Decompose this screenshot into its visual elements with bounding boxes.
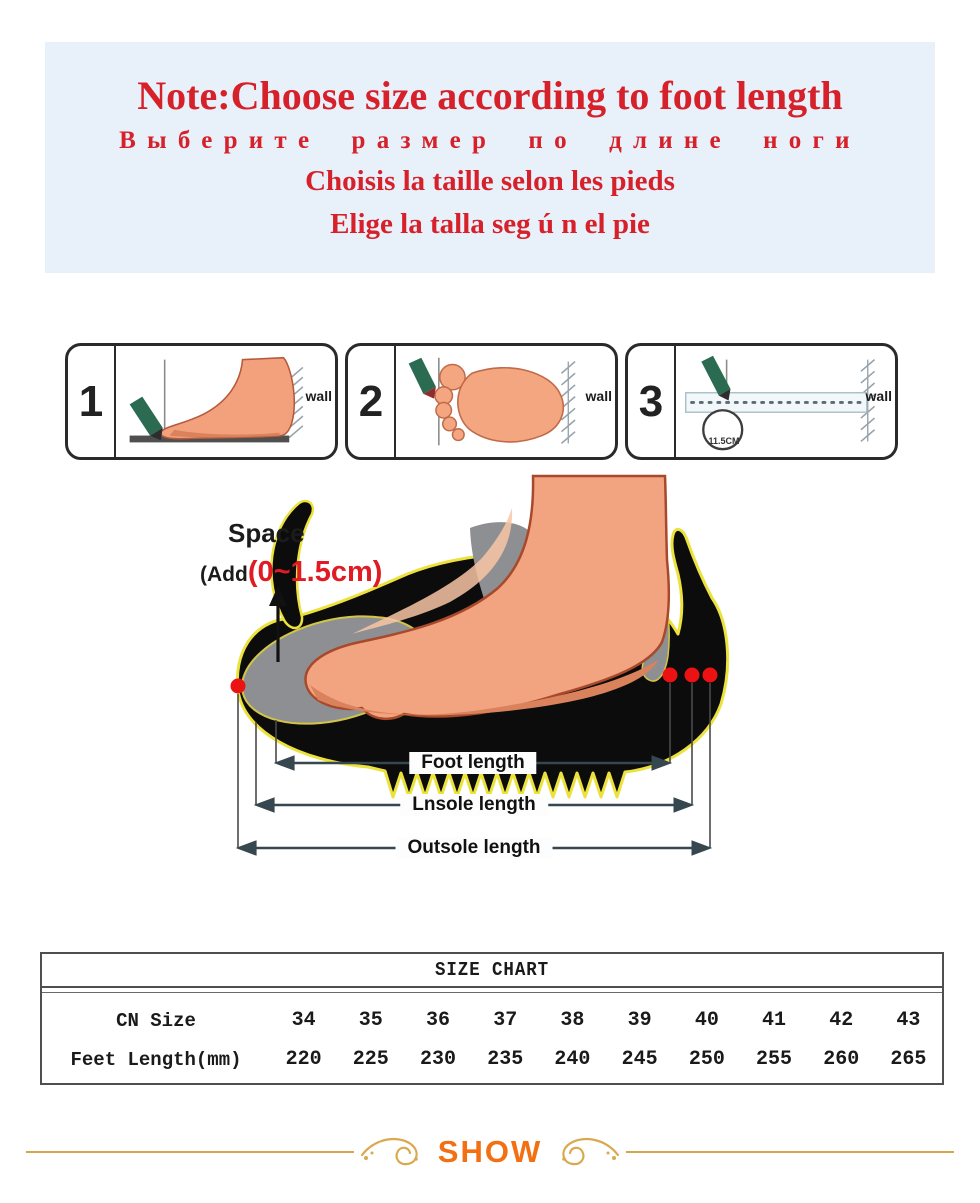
size-chart-title: SIZE CHART: [42, 954, 942, 988]
length-value-cell: 240: [554, 1048, 591, 1071]
length-value-cell: 260: [823, 1048, 860, 1071]
length-value-cell: 230: [420, 1048, 457, 1071]
pencil-icon: [409, 358, 436, 394]
foot-side-view-icon: [116, 346, 335, 457]
length-value-cell: 250: [688, 1048, 725, 1071]
size-value-cell: 36: [426, 1009, 451, 1032]
row-label: CN Size: [116, 1009, 196, 1032]
divider-line-left: [26, 1151, 354, 1154]
size-value-cell: 39: [627, 1009, 652, 1032]
table-row-cn-size: [42, 1001, 942, 1040]
heel-marker-dot: [703, 668, 718, 683]
outsole-length-label: Outsole length: [396, 837, 553, 859]
length-value-cell: 255: [756, 1048, 793, 1071]
heel-marker-dot: [685, 668, 700, 683]
step-box-1: [65, 343, 338, 460]
add-prefix: (Add: [200, 563, 248, 586]
wall-label: wall: [865, 388, 892, 404]
heel-marker-dot: [663, 668, 678, 683]
foot-length-diagram: [150, 470, 830, 890]
foot-shape: [161, 358, 295, 439]
show-label: SHOW: [437, 1134, 543, 1169]
size-value-cell: 37: [493, 1009, 518, 1032]
foot-top-view-icon: [396, 346, 615, 457]
step-number: 2: [348, 346, 396, 457]
size-value-cell: 43: [896, 1009, 921, 1032]
flourish-icon: [358, 1131, 424, 1173]
size-value-cell: 41: [762, 1009, 787, 1032]
length-value-cell: 225: [352, 1048, 389, 1071]
length-value-cell: 245: [621, 1048, 658, 1071]
size-chart-table: [40, 952, 944, 1085]
note-header: [45, 42, 935, 273]
note-title-en: Note:Choose size according to foot length: [137, 72, 843, 118]
step-box-2: [345, 343, 618, 460]
size-value-cell: 38: [560, 1009, 585, 1032]
note-title-ru: Выберите размер по длине ноги: [119, 126, 861, 154]
insole-length-label: Lnsole length: [400, 794, 548, 816]
space-label: Space: [228, 518, 305, 548]
row-label: Feet Length(mm): [70, 1048, 242, 1071]
step-number: 1: [68, 346, 116, 457]
size-value-cell: 42: [829, 1009, 854, 1032]
ruler-value-label: 11.5CM: [708, 436, 740, 446]
flourish-icon: [556, 1131, 622, 1173]
wall-label: wall: [585, 388, 612, 404]
wall-label: wall: [305, 388, 332, 404]
divider-line-right: [626, 1151, 954, 1154]
pencil-icon: [130, 397, 163, 436]
space-add-note: [200, 556, 382, 589]
sole-shape: [458, 368, 563, 442]
add-value: (0~1.5cm): [247, 556, 383, 588]
measure-steps: [65, 343, 898, 460]
note-title-fr: Choisis la taille selon les pieds: [305, 164, 675, 197]
toe-marker-dot: [231, 679, 246, 694]
table-row-feet-length: [42, 1040, 942, 1079]
foot-length-label: Foot length: [409, 752, 536, 774]
step-box-3: [625, 343, 898, 460]
note-title-es: Elige la talla seg ú n el pie: [330, 207, 650, 240]
length-value-cell: 235: [487, 1048, 524, 1071]
length-value-cell: 265: [890, 1048, 927, 1071]
step-number: 3: [628, 346, 676, 457]
show-divider: [0, 1122, 980, 1182]
length-value-cell: 220: [285, 1048, 322, 1071]
size-value-cell: 35: [358, 1009, 383, 1032]
size-value-cell: 34: [291, 1009, 316, 1032]
size-value-cell: 40: [694, 1009, 719, 1032]
